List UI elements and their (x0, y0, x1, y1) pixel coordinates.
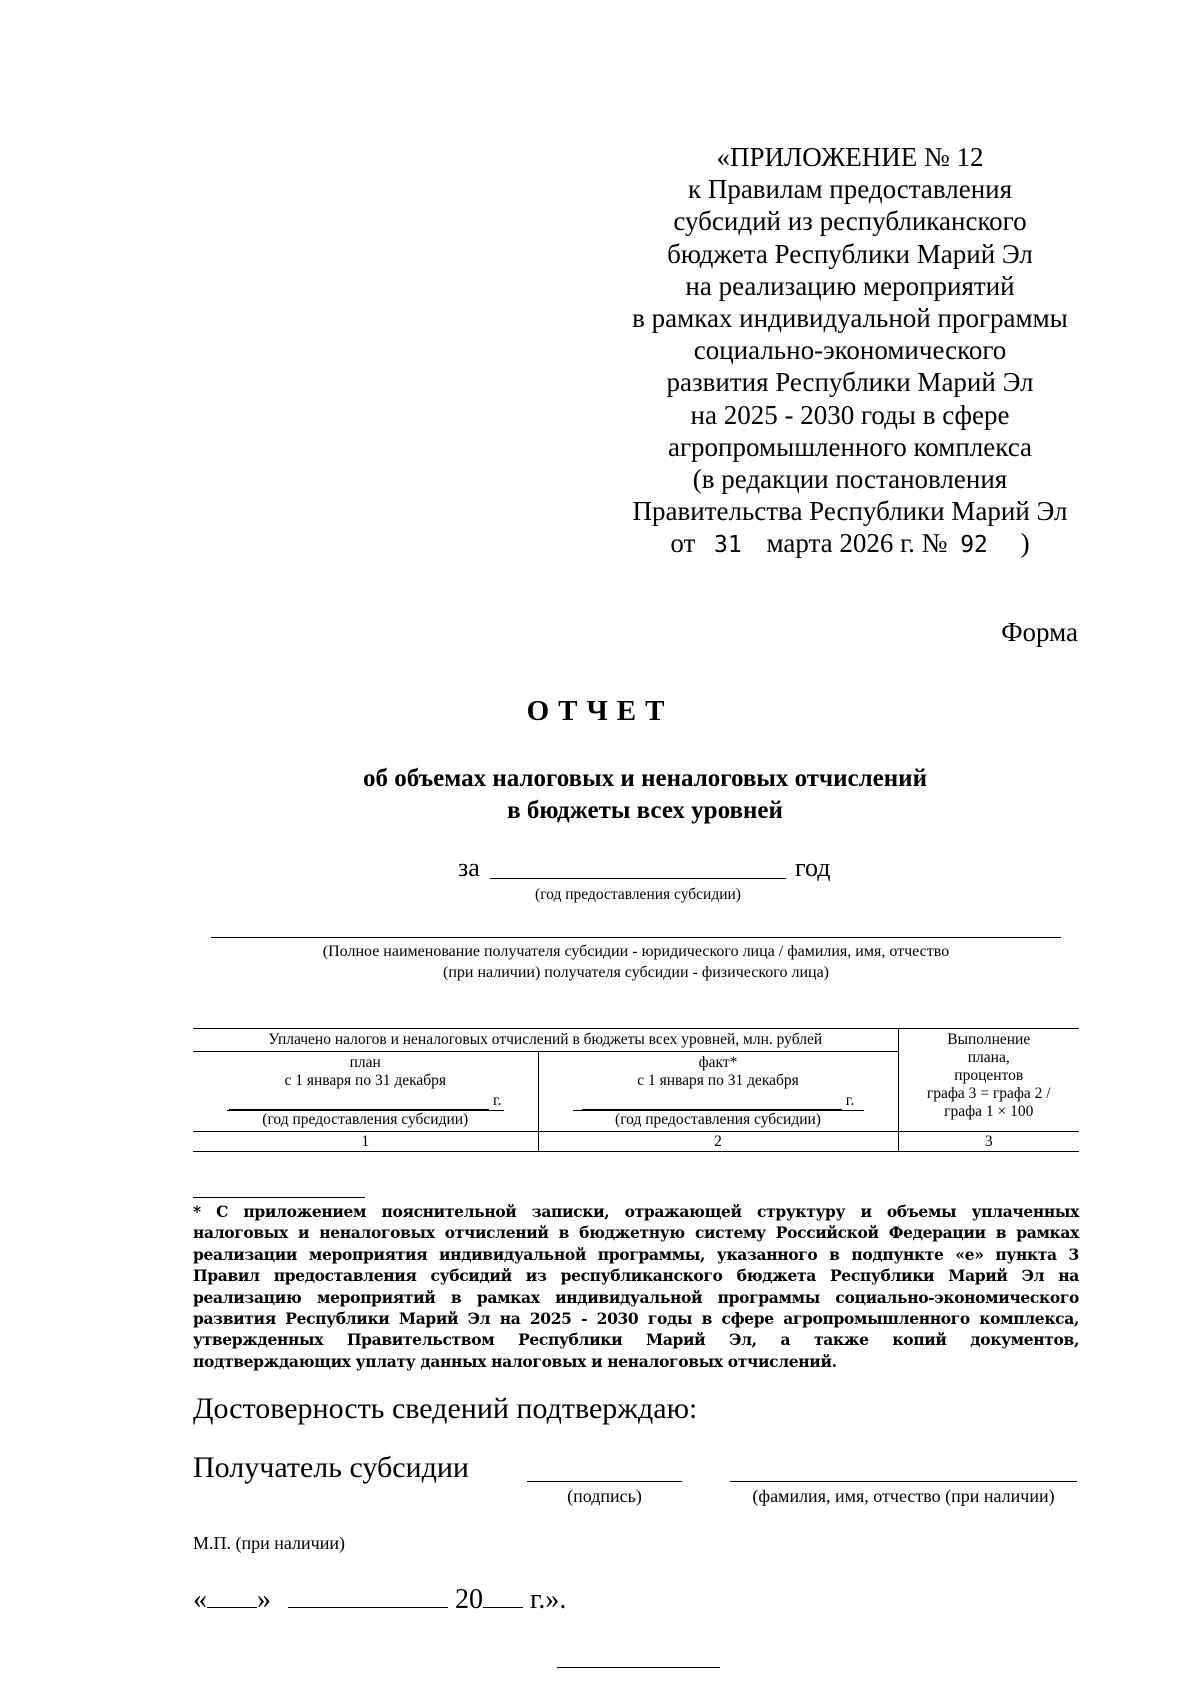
appendix-line: агропромышленного комплекса (668, 431, 1032, 462)
appendix-line: «ПРИЛОЖЕНИЕ № 12 (716, 142, 984, 172)
appendix-line: социально-экономического (693, 335, 1007, 366)
col2-year-blank[interactable] (582, 1095, 842, 1110)
stamp-label: М.П. (при наличии) (193, 1533, 345, 1553)
report-table (193, 1028, 1079, 1152)
recipient-caption-line: (при наличии) получателя субсидии - физического лица) (442, 964, 829, 981)
appendix-line: бюджета Республики Марий Эл (667, 238, 1033, 269)
col1-year-field[interactable] (197, 1092, 534, 1110)
table-col1-header (193, 1052, 538, 1132)
recipient-caption-line: (Полное наименование получателя субсидии - юридического лица / фамилия, имя, отчество (322, 943, 950, 960)
table-col-number: 1 (193, 1132, 538, 1152)
footnote: * С приложением пояснительной записки, отражающей структуру и объемы уплаченных налоговых и неналоговых отчислений в бюджетную систему Российской Федерации в рамках реализации мероприятия индивидуальной программы, указанного в подпункте «е» пункта 3 Правил предоставления субсидий из республиканского бюджета Республики Марий Эл на реализацию мероприятий в рамках индивидуальной программы социально-экономического развития Республики Марий Эл на 2025 - 2030 годы в сфере агропромышленного комплекса, утвержденных Правительством Республики Марий Эл, а также копий документов, подтверждающих уплату данных налоговых и неналоговых отчислений. (193, 1202, 1079, 1371)
appendix-line: на реализацию мероприятий (685, 270, 1015, 301)
confirmation-text: Достоверность сведений подтверждаю: (193, 1392, 698, 1425)
end-separator (557, 1667, 720, 1668)
date-open-quote: « (193, 1584, 207, 1615)
col2-year-suffix: г. (845, 1092, 855, 1109)
form-label: Форма (1001, 617, 1078, 647)
appendix-number: 92 (960, 532, 988, 559)
appendix-line: в рамках индивидуальной программы (632, 303, 1068, 334)
col1-line: план (349, 1054, 381, 1071)
period-suffix: год (795, 853, 831, 882)
col2-line: с 1 января по 31 декабря (637, 1072, 799, 1089)
subtitle-line: об объемах налоговых и неналоговых отчислений (362, 765, 927, 792)
fio-field[interactable] (730, 1481, 1077, 1482)
col1-line: с 1 января по 31 декабря (284, 1072, 447, 1089)
appendix-day: 31 (714, 532, 742, 559)
col1-year-blank[interactable] (229, 1095, 489, 1110)
col2-year-field[interactable] (543, 1092, 894, 1110)
table-col-number: 2 (538, 1132, 898, 1152)
appendix-line: на 2025 - 2030 годы в сфере (690, 399, 1010, 430)
table-col-number: 3 (898, 1132, 1079, 1152)
appendix-line: (в редакции постановления (692, 464, 1008, 495)
appendix-month-year: марта 2026 г. № (766, 528, 948, 559)
col3-line: процентов (954, 1067, 1024, 1084)
fio-caption: (фамилия, имя, отчество (при наличии) (752, 1486, 1055, 1506)
date-day-field[interactable] (207, 1581, 257, 1608)
period-year-field[interactable] (490, 878, 786, 879)
footnote-separator (193, 1197, 365, 1198)
appendix-header (600, 141, 1100, 562)
col1-year-suffix: г. (493, 1092, 502, 1109)
appendix-date-line (600, 527, 1100, 561)
date-close-quote: » (257, 1584, 271, 1615)
col3-line: графа 3 = графа 2 / (926, 1085, 1051, 1102)
table-col2-header (538, 1052, 898, 1132)
appendix-line: субсидий из республиканского (673, 206, 1027, 237)
date-line (193, 1581, 566, 1616)
col2-year-caption: (год предоставления субсидии) (573, 1110, 864, 1129)
report-subtitle (0, 763, 1200, 827)
col3-line: графа 1 × 100 (944, 1103, 1034, 1120)
appendix-date-prefix: от (670, 528, 696, 559)
appendix-line: Правительства Республики Марий Эл (632, 496, 1068, 527)
col3-line: плана, (967, 1049, 1010, 1066)
date-month-field[interactable] (288, 1581, 448, 1608)
date-century: 20 (455, 1584, 483, 1615)
signature-caption: (подпись) (567, 1486, 642, 1506)
subtitle-line: в бюджеты всех уровней (507, 797, 783, 824)
col3-line: Выполнение (947, 1031, 1031, 1048)
recipient-caption (211, 941, 1061, 983)
date-end: г.». (530, 1584, 567, 1615)
table-group-header: Уплачено налогов и неналоговых отчислений в бюджеты всех уровней, млн. рублей (193, 1029, 898, 1052)
period-prefix: за (458, 853, 480, 882)
col2-line: факт* (698, 1054, 738, 1071)
appendix-line: к Правилам предоставления (687, 174, 1013, 205)
table-col3-header (898, 1029, 1079, 1132)
period-caption: (год предоставления субсидии) (535, 886, 741, 903)
appendix-line: развития Республики Марий Эл (666, 367, 1034, 398)
signature-field[interactable] (527, 1481, 682, 1482)
col1-year-caption: (год предоставления субсидии) (227, 1110, 504, 1129)
recipient-name-field[interactable] (211, 937, 1061, 938)
date-year-field[interactable] (483, 1581, 523, 1608)
report-title: ОТЧЕТ (526, 695, 674, 727)
appendix-closing: ) (1020, 528, 1030, 559)
recipient-label: Получатель субсидии (193, 1451, 469, 1484)
